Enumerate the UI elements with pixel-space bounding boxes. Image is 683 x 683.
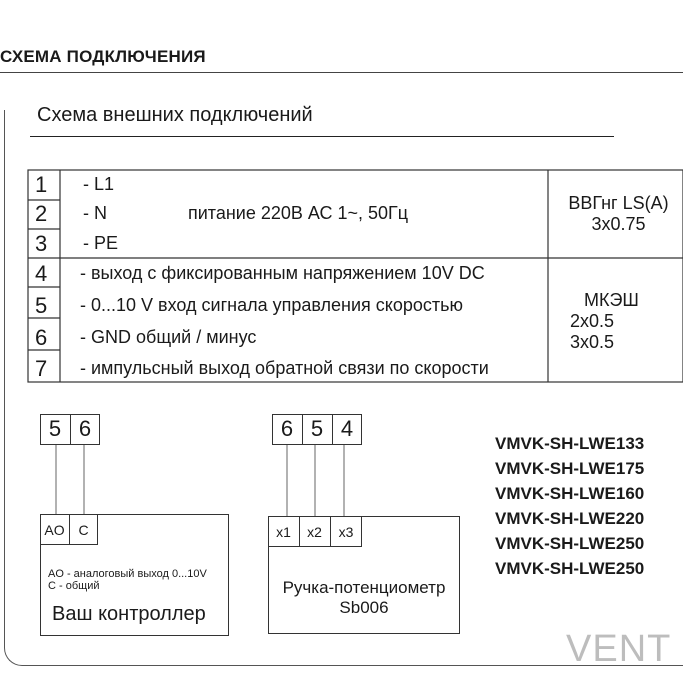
- cable-size: 3x0.5: [570, 332, 615, 352]
- model-name: VMVK-SH-LWE250: [495, 534, 645, 553]
- section-title: СХЕМА ПОДКЛЮЧЕНИЯ: [0, 47, 206, 66]
- cable-size: 3x0.75: [591, 214, 646, 234]
- model-name: VMVK-SH-LWE160: [495, 484, 645, 503]
- terminal-number: 2: [35, 201, 48, 226]
- terminal-label: 4: [340, 416, 354, 441]
- terminal-description: - N: [83, 203, 107, 223]
- terminal-number: 6: [35, 325, 48, 350]
- terminal-description: - GND общий / минус: [80, 327, 257, 347]
- model-name: VMVK-SH-LWE133: [495, 434, 645, 453]
- terminal-description: - 0...10 V вход сигнала управления скоростью: [80, 295, 464, 315]
- power-cable-spec: [554, 193, 683, 235]
- model-name: VMVK-SH-LWE220: [495, 509, 645, 528]
- brand-logo: VENT: [566, 628, 672, 670]
- terminal-label: 5: [310, 416, 324, 441]
- power-note: питание 220В АС 1~, 50Гц: [188, 203, 409, 223]
- input-label: x2: [307, 524, 322, 540]
- note-line: AO - аналоговый выход 0...10V: [48, 568, 207, 580]
- terminal-label: 6: [78, 416, 92, 441]
- controller-notes: [48, 568, 207, 592]
- terminal-number: 3: [35, 231, 48, 256]
- terminal-label: 6: [280, 416, 294, 441]
- input-label: AO: [44, 522, 65, 538]
- terminal-description: - выход с фиксированным напряжением 10V DC: [80, 263, 485, 283]
- diagram-subtitle: Схема внешних подключений: [37, 104, 313, 126]
- pot-name: Ручка-потенциометр: [282, 578, 446, 597]
- terminal-number: 4: [35, 261, 48, 286]
- terminal-number: 7: [35, 356, 48, 381]
- signal-cable-spec: [570, 290, 660, 353]
- cable-type: МКЭШ: [584, 290, 639, 310]
- potentiometer-label: [268, 578, 460, 618]
- input-label: x3: [338, 524, 354, 540]
- terminal-number: 5: [35, 293, 48, 318]
- terminal-description: - импульсный выход обратной связи по скорости: [80, 358, 489, 378]
- note-line: C - общий: [48, 580, 100, 592]
- cable-size: 2x0.5: [570, 311, 615, 331]
- terminal-number: 1: [35, 172, 48, 197]
- input-label: C: [78, 522, 89, 538]
- terminal-description: - L1: [83, 174, 115, 194]
- model-name: VMVK-SH-LWE175: [495, 459, 645, 478]
- controller-label: Ваш контроллер: [52, 603, 206, 625]
- terminal-label: 5: [48, 416, 62, 441]
- input-label: x1: [276, 524, 291, 540]
- cable-type: ВВГнг LS(A): [568, 193, 669, 213]
- pot-model: Sb006: [339, 598, 389, 617]
- model-name: VMVK-SH-LWE250: [495, 559, 645, 578]
- terminal-description: - PE: [83, 233, 119, 253]
